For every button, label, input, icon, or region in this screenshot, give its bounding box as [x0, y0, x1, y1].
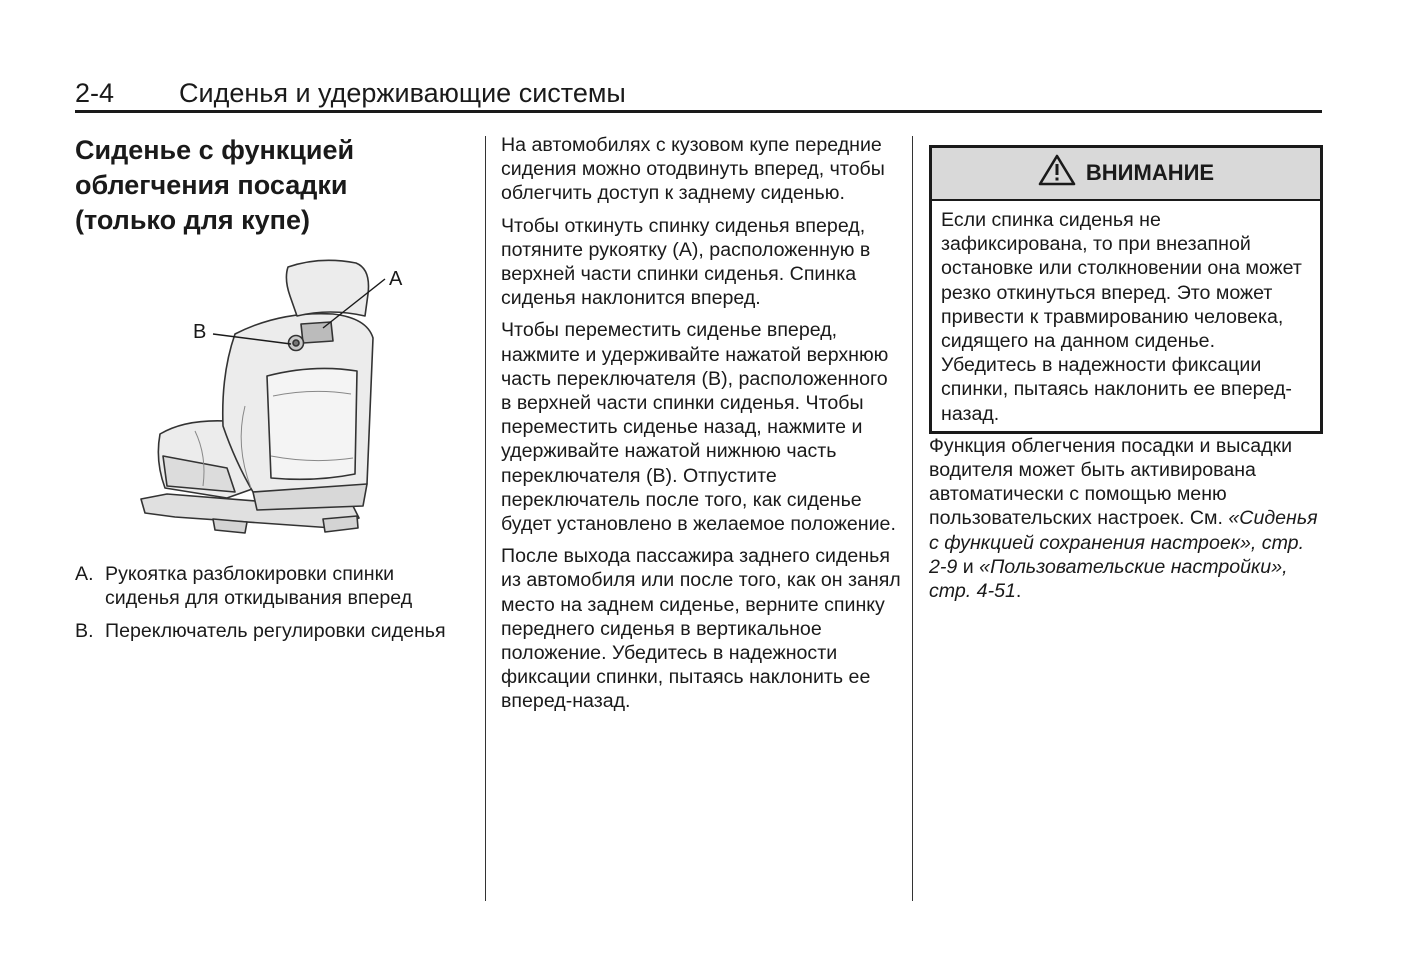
- paragraph-text: и: [957, 555, 980, 578]
- caption-text: Переключатель регулировки сиденья: [105, 620, 446, 643]
- article-title-line: Сиденье с функцией: [75, 135, 355, 165]
- seat-drawing: [75, 256, 455, 556]
- callout-label-a: A: [389, 268, 403, 290]
- warning-title: ВНИМАНИЕ: [1085, 160, 1215, 186]
- column-left: [75, 133, 455, 653]
- warning-text: Если спинка сиденья не зафиксирована, то при внезапной остановке или столкновении она может резко откинуться вперед. Это может привести к травмированию человека, сидящего на данном сиденье. Убедитесь в надежности фиксации спинки, пытаясь наклонить ее вперед-назад.: [941, 209, 1302, 425]
- warning-header: [932, 148, 1320, 201]
- header-rule: [75, 110, 1322, 113]
- callout-label-b: B: [193, 321, 207, 343]
- warning-triangle-icon: [1038, 154, 1076, 192]
- page-header: [75, 74, 1322, 112]
- caption-item: [75, 562, 455, 610]
- page-number: 2-4: [75, 78, 115, 108]
- body-paragraph: На автомобилях с кузовом купе передние сидения можно отодвинуть вперед, чтобы облегчить доступ к заднему сиденью.: [501, 134, 885, 205]
- caption-item: [75, 619, 455, 643]
- paragraph-text: .: [1015, 580, 1022, 603]
- caption-text: Рукоятка разблокировки спинки сиденья для откидывания вперед: [105, 563, 413, 610]
- caption-letter: A.: [75, 563, 94, 585]
- cross-reference: «Сиденья с функцией сохранения настроек», стр. 2-9: [929, 507, 1318, 578]
- body-paragraph: После выхода пассажира заднего сиденья из автомобиля или после того, как он занял место на заднем сиденье, верните спинку переднего сиденья в вертикальное положение. Убедитесь в надежности фиксации спинки, пытаясь наклонить ее вперед-назад.: [501, 545, 901, 713]
- column-right: [929, 133, 1324, 611]
- article-title-line: облегчения посадки: [75, 170, 348, 200]
- body-paragraph: Чтобы откинуть спинку сиденья вперед, потяните рукоятку (A), расположенную в верхней части спинки сиденья. Спинка сиденья наклонится вперед.: [501, 214, 871, 310]
- article-title: [75, 133, 455, 238]
- column-divider: [912, 136, 913, 901]
- article-title-line: (только для купе): [75, 205, 310, 235]
- body-paragraph: [929, 434, 1324, 603]
- caption-letter: B.: [75, 620, 94, 643]
- body-paragraph: Чтобы переместить сиденье вперед, нажмите и удерживайте нажатой верхнюю часть переключателя (B), расположенного в верхней части спинки сиденья. Чтобы переместить сиденье назад, нажмите и удерживайте нажатой нижнюю часть переключателя (B). Отпустите переключатель после того, как сиденье будет установлено в желаемое положение.: [501, 319, 896, 536]
- column-middle: [501, 133, 901, 722]
- column-divider: [485, 136, 486, 901]
- cross-reference: «Пользовательские настройки», стр. 4-51: [929, 555, 1288, 603]
- seat-illustration: [75, 256, 455, 556]
- figure-captions: [75, 562, 455, 644]
- warning-box: [929, 145, 1323, 434]
- section-title: Сиденья и удерживающие системы: [179, 78, 626, 108]
- paragraph-text: Функция облегчения посадки и высадки водителя может быть активирована автоматически с помощью меню пользовательских настроек. См.: [929, 434, 1293, 530]
